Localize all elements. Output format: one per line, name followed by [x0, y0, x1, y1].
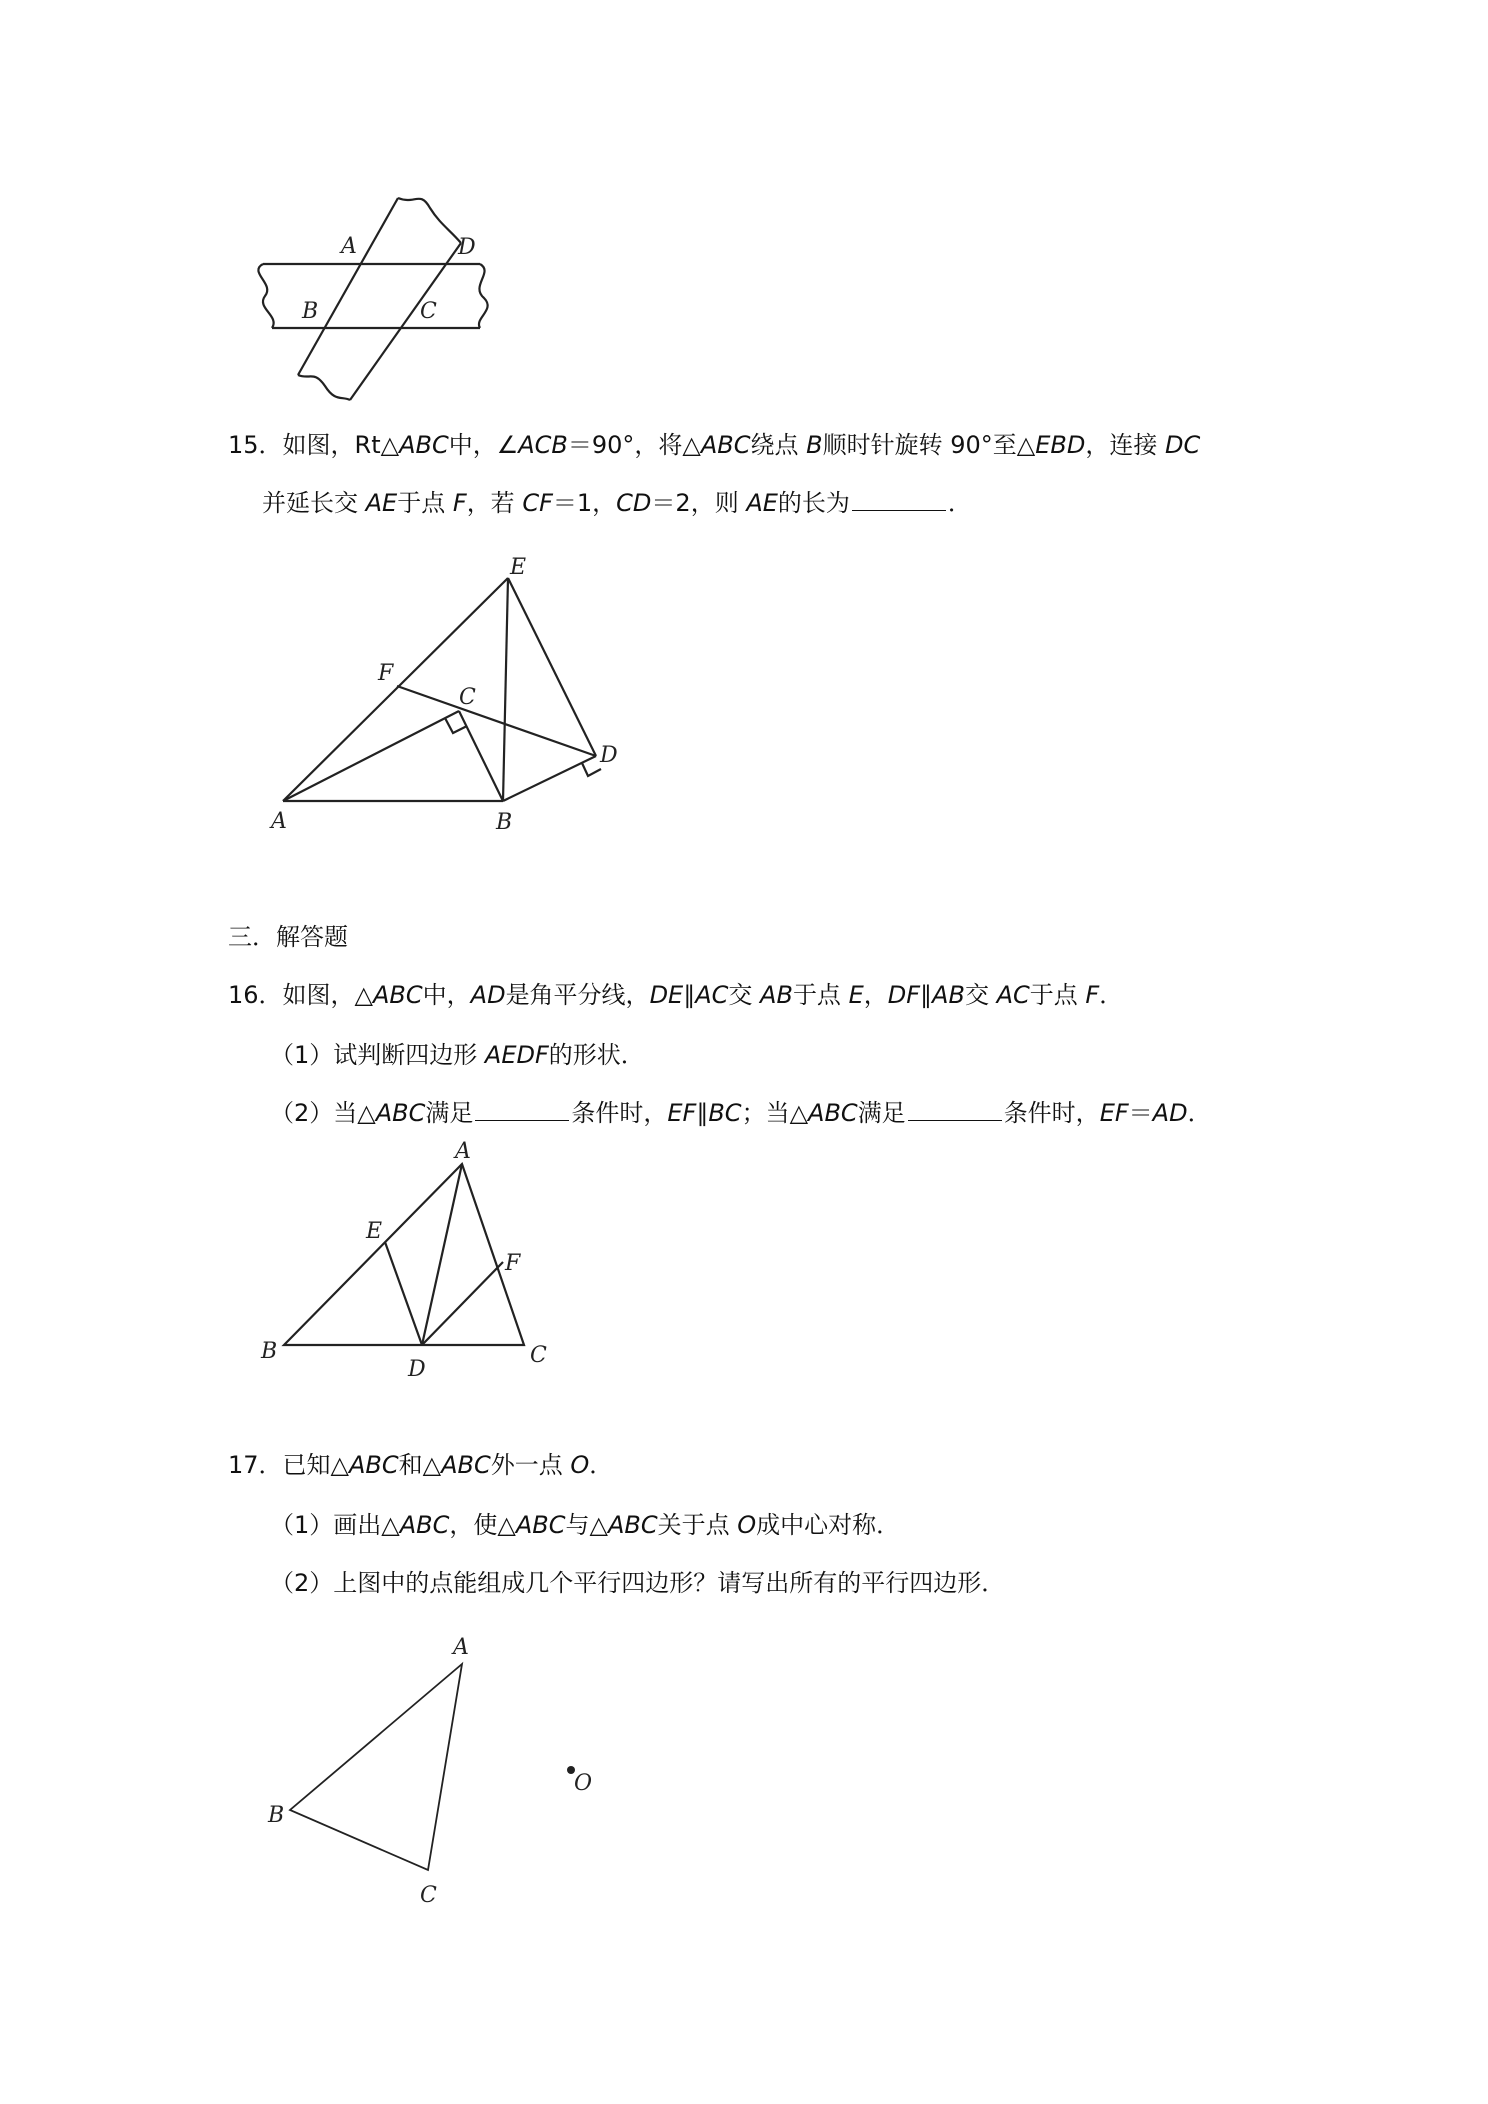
label-B: B: [496, 810, 513, 835]
q17-line1: 17．已知△ABC和△ABC外一点 O．: [228, 1451, 614, 1479]
triangle-ABC: [290, 1664, 462, 1870]
q15-line1: 15．如图，Rt△ABC中，∠ACB＝90°，将△ABC绕点 B顺时针旋转 90°至△EBD，连接 DC: [228, 431, 1201, 459]
q17-sub1: （1）画出△ABC，使△ABC与△ABC关于点 O成中心对称．: [270, 1511, 901, 1539]
label-O: O: [574, 1771, 593, 1796]
label-D: D: [408, 1357, 426, 1382]
label-A: A: [453, 1635, 469, 1660]
label-C: C: [459, 685, 476, 710]
q17-sub2: （2）上图中的点能组成几个平行四边形？请写出所有的平行四边形．: [270, 1569, 1006, 1597]
label-B: B: [302, 299, 319, 324]
q15-number: 15．: [228, 431, 283, 459]
label-A: A: [271, 809, 287, 834]
label-D: D: [600, 743, 618, 768]
label-C: C: [530, 1343, 547, 1368]
label-E: E: [510, 555, 527, 580]
label-D: D: [458, 235, 476, 260]
label-F: F: [378, 661, 394, 686]
q15-line2: 并延长交 AE于点 F，若 CF＝1，CD＝2，则 AE的长为 ．: [262, 489, 972, 517]
q16-sub2: （2）当△ABC满足 条件时，EF∥BC；当△ABC满足 条件时，EF＝AD．: [270, 1099, 1212, 1127]
section-3-title: 三．解答题: [228, 923, 348, 951]
label-C: C: [420, 299, 437, 324]
q16-line1: 16．如图，△ABC中，AD是角平分线，DE∥AC交 AB于点 E，DF∥AB交 AC于点 F．: [228, 981, 1124, 1009]
q17-number: 17．: [228, 1451, 283, 1479]
q16-sub1: （1）试判断四边形 AEDF的形状．: [270, 1041, 645, 1069]
label-A: A: [455, 1139, 471, 1164]
label-B: B: [261, 1339, 278, 1364]
label-B: B: [268, 1803, 285, 1828]
q16-number: 16．: [228, 981, 283, 1009]
label-A: A: [341, 234, 357, 259]
label-E: E: [366, 1219, 383, 1244]
label-C: C: [420, 1883, 437, 1908]
label-F: F: [505, 1251, 521, 1276]
